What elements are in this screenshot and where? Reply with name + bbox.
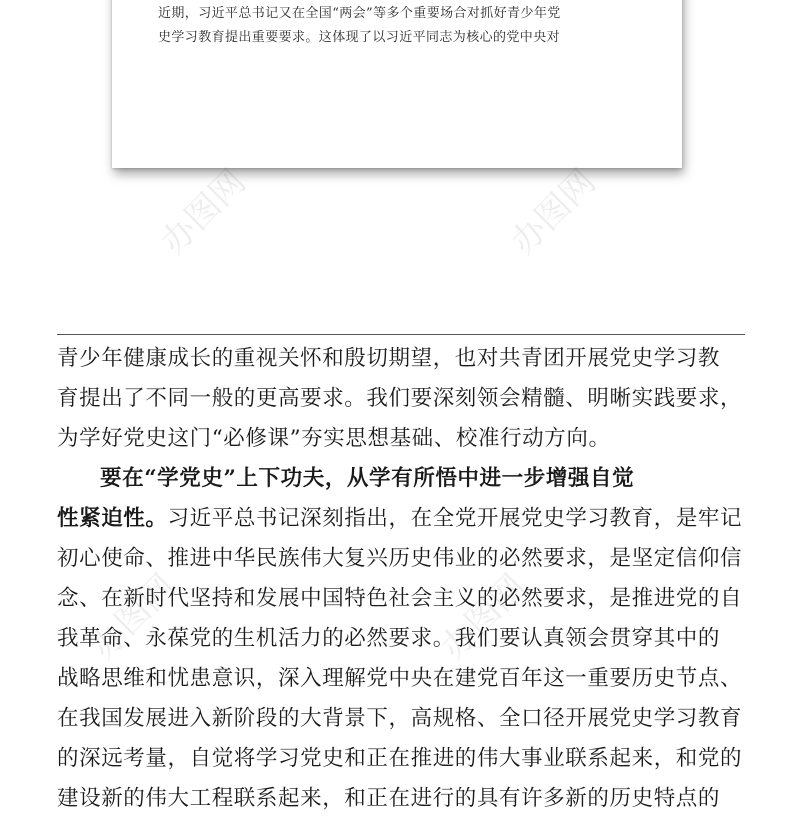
watermark: 办图网 bbox=[83, 566, 184, 668]
body-text-line: 建设新的伟大工程联系起来，和正在进行的具有许多新的历史特点的 bbox=[57, 786, 721, 811]
watermark: 办图网 bbox=[503, 161, 604, 263]
section-divider bbox=[57, 334, 745, 335]
body-text-line: 为学好党史这门“必修课”夯实思想基础、校准行动方向。 bbox=[57, 426, 611, 451]
body-text-line: 念、在新时代坚持和发展中国特色社会主义的必然要求，是推进党的自 bbox=[57, 586, 743, 611]
body-text-line: 的深远考量，自觉将学习党史和正在推进的伟大事业联系起来，和党的 bbox=[57, 746, 743, 771]
watermark: 办图网 bbox=[153, 161, 254, 263]
body-text-line: 青少年健康成长的重视关怀和殷切期望，也对共青团开展党史学习教 bbox=[57, 346, 721, 371]
watermark: 办图网 bbox=[433, 566, 534, 668]
body-text-line bbox=[57, 499, 747, 539]
body-text-line: 我革命、永葆党的生机活力的必然要求。我们要认真领会贯穿其中的 bbox=[57, 626, 721, 651]
document-image-card bbox=[112, 0, 682, 168]
body-text-span: 习近平总书记深刻指出，在全党开展党史学习教育，是牢记 bbox=[167, 506, 743, 531]
card-text-line: 史学习教育提出重要要求。这体现了以习近平同志为核心的党中央对 bbox=[158, 30, 561, 45]
card-text-line: 近期，习近平总书记又在全国“两会”等多个重要场合对抓好青少年党 bbox=[158, 6, 561, 21]
body-text-line: 育提出了不同一般的更高要求。我们要深刻领会精髓、明晰实践要求， bbox=[57, 386, 743, 411]
section-heading-tail: 性紧迫性。 bbox=[57, 506, 168, 531]
body-text-line: 在我国发展进入新阶段的大背景下，高规格、全口径开展党史学习教育 bbox=[57, 706, 743, 731]
section-heading: 要在“学党史”上下功夫，从学有所悟中进一步增强自觉 bbox=[100, 466, 635, 491]
body-text-line: 初心使命、推进中华民族伟大复兴历史伟业的必然要求，是坚定信仰信 bbox=[57, 546, 743, 571]
body-text-line: 战略思维和忧患意识，深入理解党中央在建党百年这一重要历史节点、 bbox=[57, 666, 743, 691]
